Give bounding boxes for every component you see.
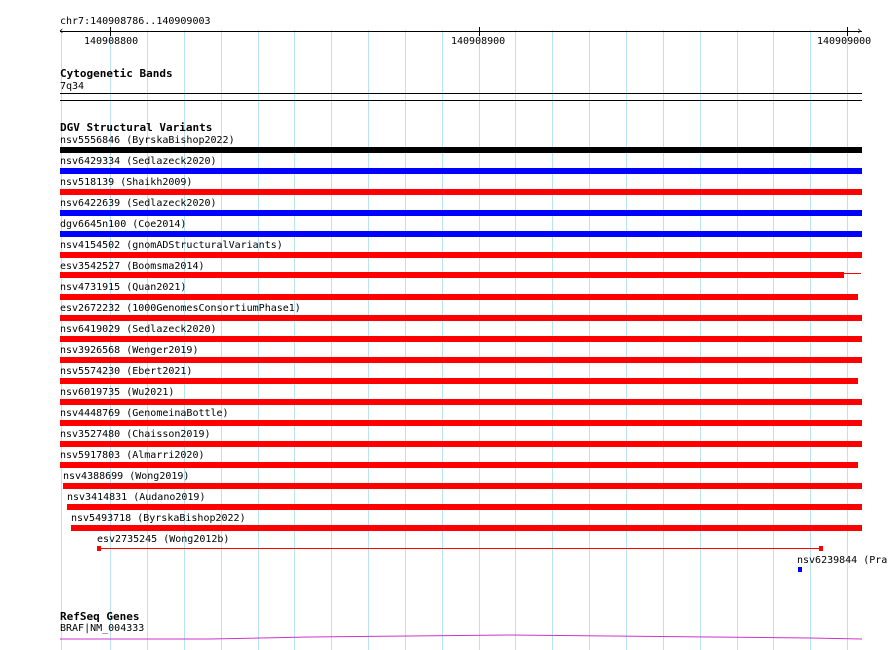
variant-label: nsv6239844 (Pra xyxy=(797,555,888,566)
variant-label: nsv3926568 (Wenger2019) xyxy=(60,345,199,356)
variant-label: nsv518139 (Shaikh2009) xyxy=(60,177,193,188)
variant-label: esv2735245 (Wong2012b) xyxy=(97,534,230,545)
gene-label: BRAF|NM_004333 xyxy=(60,623,145,634)
variant-label: nsv6419029 (Sedlazeck2020) xyxy=(60,324,217,335)
variant-bar[interactable] xyxy=(67,504,862,510)
variant-label: nsv4448769 (GenomeinaBottle) xyxy=(60,408,229,419)
track-divider xyxy=(60,100,862,101)
variant-label: nsv6422639 (Sedlazeck2020) xyxy=(60,198,217,209)
variant-label: nsv5574230 (Ebert2021) xyxy=(60,366,193,377)
variant-label: esv2672232 (1000GenomesConsortiumPhase1) xyxy=(60,303,301,314)
refseq-track-title: RefSeq Genes xyxy=(60,610,140,623)
variant-bar[interactable] xyxy=(60,231,862,237)
ruler-tick xyxy=(847,27,848,36)
ruler-tick xyxy=(479,27,480,36)
variant-bar[interactable] xyxy=(60,336,862,342)
variant-bar[interactable] xyxy=(60,378,858,384)
variant-label: nsv5917803 (Almarri2020) xyxy=(60,450,205,461)
variant-bar[interactable] xyxy=(60,315,862,321)
variant-bar[interactable] xyxy=(71,525,862,531)
variant-label: nsv4154502 (gnomADStructuralVariants) xyxy=(60,240,283,251)
variant-connector[interactable] xyxy=(101,548,819,549)
gene-model[interactable] xyxy=(60,630,862,642)
variant-bar[interactable] xyxy=(60,252,862,258)
variant-bar[interactable] xyxy=(60,147,862,153)
variant-bar[interactable] xyxy=(63,483,862,489)
dgv-track-title: DGV Structural Variants xyxy=(60,121,213,134)
variant-label: nsv4388699 (Wong2019) xyxy=(63,471,190,482)
cytoband-bar[interactable] xyxy=(60,93,862,94)
variant-label: nsv6429334 (Sedlazeck2020) xyxy=(60,156,217,167)
variant-bar[interactable] xyxy=(798,567,802,572)
variant-label: nsv6019735 (Wu2021) xyxy=(60,387,175,398)
variant-bar[interactable] xyxy=(60,189,862,195)
variant-label: nsv3414831 (Audano2019) xyxy=(67,492,206,503)
ruler-left-arrow-icon: ‹ xyxy=(58,24,65,37)
ruler-tick xyxy=(110,27,111,36)
variant-bar[interactable] xyxy=(60,168,862,174)
variant-bar[interactable] xyxy=(60,462,858,468)
cytoband-label: 7q34 xyxy=(60,81,85,92)
variant-bar[interactable] xyxy=(60,420,862,426)
location-label: chr7:140908786..140909003 xyxy=(60,16,211,27)
variant-label: nsv3527480 (Chaisson2019) xyxy=(60,429,211,440)
variant-label: nsv5556846 (ByrskaBishop2022) xyxy=(60,135,235,146)
ruler-tick-label: 140908800 xyxy=(84,36,139,47)
ruler-tick-label: 140908900 xyxy=(451,36,506,47)
variant-label: nsv5493718 (ByrskaBishop2022) xyxy=(71,513,246,524)
variant-bar[interactable] xyxy=(60,272,844,278)
variant-label: dgv6645n100 (Coe2014) xyxy=(60,219,187,230)
variant-bar[interactable] xyxy=(60,294,858,300)
variant-end-box[interactable] xyxy=(819,546,823,551)
ruler-right-arrow-icon: › xyxy=(856,24,863,37)
variant-bar[interactable] xyxy=(60,399,862,405)
variant-bar[interactable] xyxy=(60,441,862,447)
ruler-axis xyxy=(60,31,862,32)
cytogenetic-bands-title: Cytogenetic Bands xyxy=(60,67,173,80)
variant-bar[interactable] xyxy=(60,357,862,363)
variant-bar[interactable] xyxy=(60,210,862,216)
ruler-tick-label: 140909000 xyxy=(817,36,872,47)
variant-label: nsv4731915 (Quan2021) xyxy=(60,282,187,293)
variant-label: esv3542527 (Boomsma2014) xyxy=(60,261,205,272)
